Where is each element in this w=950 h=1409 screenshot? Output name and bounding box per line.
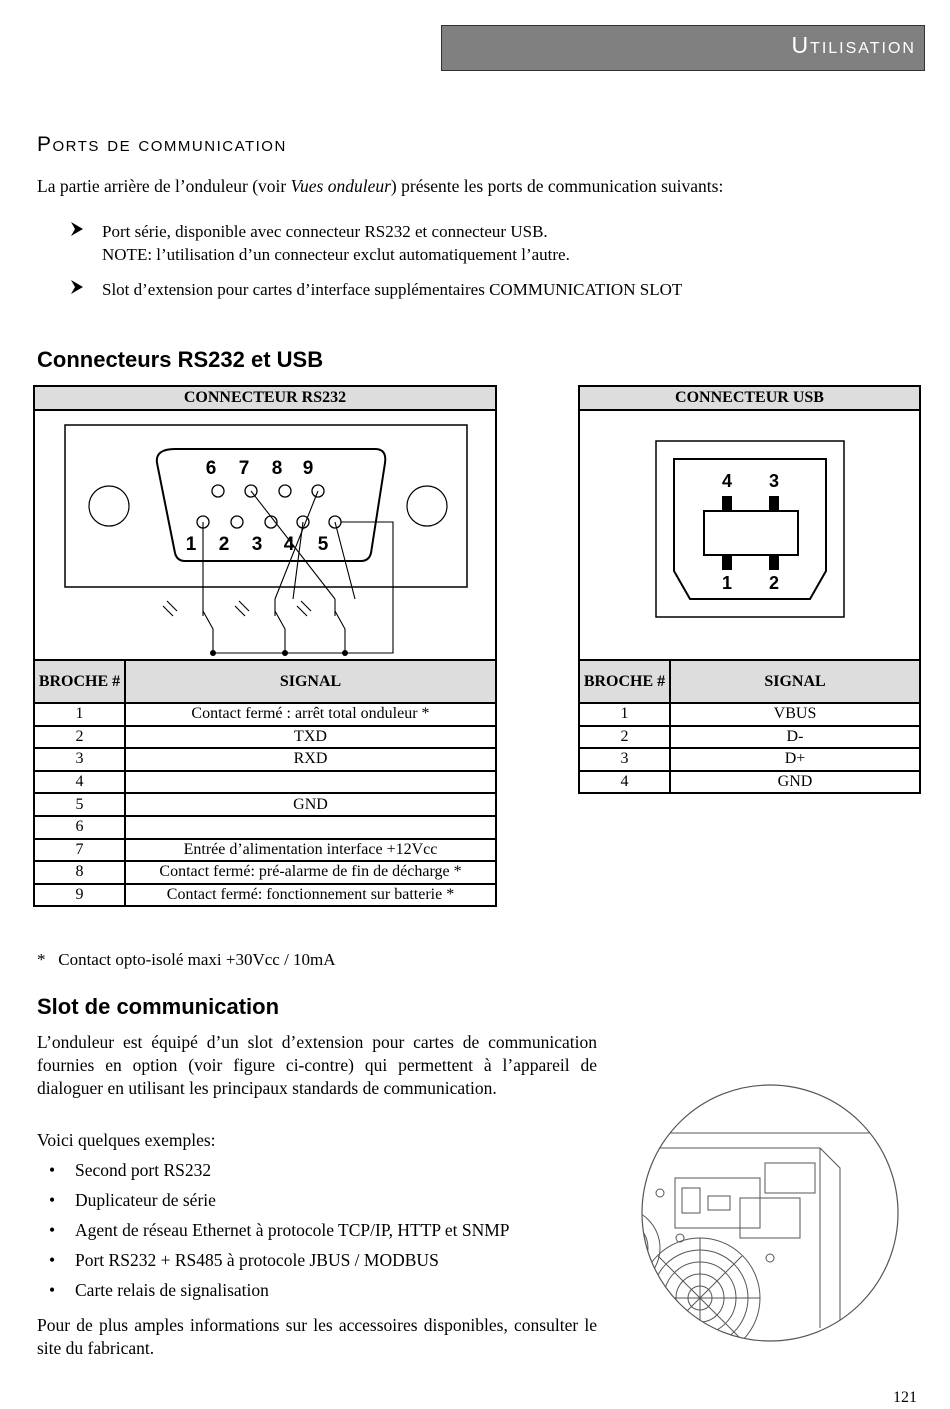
bullet-line: Port série, disponible avec connecteur RS232 et connecteur USB. (102, 222, 548, 241)
pin-cell: 6 (34, 816, 125, 839)
signal-cell: GND (670, 771, 920, 794)
table-row (579, 703, 920, 726)
pin-cell: 7 (34, 839, 125, 862)
arrowhead-bullet-icon (70, 279, 84, 300)
arrowhead-bullet-icon (70, 221, 84, 242)
ports-heading: Ports de communication (37, 133, 287, 156)
rs232-pin-label: 5 (317, 534, 329, 555)
section-header (441, 25, 925, 71)
pin-cell: 5 (34, 793, 125, 816)
intro-text-a: La partie arrière de l’onduleur (voir (37, 176, 291, 196)
table-row (34, 839, 496, 862)
rs232-pin-label: 6 (205, 458, 217, 479)
rs232-pin-label: 7 (238, 458, 250, 479)
rs232-pin-table (33, 659, 497, 907)
column-header: BROCHE # (34, 660, 125, 703)
rs232-pin-label: 9 (302, 458, 314, 479)
signal-cell: GND (125, 793, 496, 816)
pin-cell: 1 (579, 703, 670, 726)
usb-panel (578, 385, 921, 661)
usb-pin-label: 3 (768, 471, 780, 491)
bullet-note: NOTE: l’utilisation d’un connecteur exclut automatiquement l’autre. (102, 245, 570, 264)
signal-cell: D- (670, 726, 920, 749)
usb-title: CONNECTEUR USB (580, 387, 919, 411)
usb-pin-label: 1 (721, 573, 733, 593)
connectors-heading: Connecteurs RS232 et USB (37, 347, 324, 372)
column-header: BROCHE # (579, 660, 670, 703)
rs232-pin-label: 3 (251, 534, 263, 555)
table-row (34, 861, 496, 884)
table-row (579, 726, 920, 749)
usb-pin-label: 2 (768, 573, 780, 593)
signal-cell: Contact fermé: pré-alarme de fin de décharge * (125, 861, 496, 884)
slot-closing-paragraph: Pour de plus amples informations sur les accessoires disponibles, consulter le site du fabricant. (37, 1315, 597, 1358)
usb-pin-table (578, 659, 921, 794)
table-row (579, 771, 920, 794)
column-header: SIGNAL (125, 660, 496, 703)
footnote-text: Contact opto-isolé maxi +30Vcc / 10mA (58, 950, 336, 969)
slot-heading: Slot de communication (37, 994, 280, 1019)
footnote (37, 948, 336, 971)
table-row (34, 748, 496, 771)
pin-cell: 2 (579, 726, 670, 749)
list-item: • Port RS232 + RS485 à protocole JBUS / MODBUS (37, 1245, 510, 1275)
pin-cell: 4 (34, 771, 125, 794)
rs232-pin-label: 1 (185, 534, 197, 555)
ports-intro (37, 175, 723, 198)
intro-text-b: ) présente les ports de communication suivants: (390, 176, 724, 196)
pin-cell: 4 (579, 771, 670, 794)
table-row (34, 726, 496, 749)
table-row (34, 793, 496, 816)
list-item: • Duplicateur de série (37, 1185, 510, 1215)
section-title: Utilisation (791, 32, 916, 58)
rs232-title: CONNECTEUR RS232 (35, 387, 495, 411)
intro-ref: Vues onduleur (290, 176, 391, 196)
rs232-pin-label: 8 (271, 458, 283, 479)
page-number: 121 (893, 1389, 917, 1406)
signal-cell: RXD (125, 748, 496, 771)
footnote-mark: * (37, 950, 46, 969)
table-row (34, 816, 496, 839)
column-header: SIGNAL (670, 660, 920, 703)
signal-cell: VBUS (670, 703, 920, 726)
rs232-pin-label: 4 (283, 534, 295, 555)
usb-diagram (580, 411, 919, 661)
table-row (34, 884, 496, 907)
signal-cell: Entrée d’alimentation interface +12Vcc (125, 839, 496, 862)
signal-cell (125, 816, 496, 839)
rs232-diagram (35, 411, 495, 661)
ups-rear-illustration (620, 1078, 930, 1348)
bullet-line: Slot d’extension pour cartes d’interface supplémentaires COMMUNICATION SLOT (102, 280, 683, 299)
pin-cell: 9 (34, 884, 125, 907)
signal-cell: Contact fermé: fonctionnement sur batterie * (125, 884, 496, 907)
signal-cell: TXD (125, 726, 496, 749)
table-row (34, 703, 496, 726)
pin-cell: 3 (579, 748, 670, 771)
list-item: • Agent de réseau Ethernet à protocole TCP/IP, HTTP et SNMP (37, 1215, 510, 1245)
signal-cell: Contact fermé : arrêt total onduleur * (125, 703, 496, 726)
slot-examples-intro: Voici quelques exemples: (37, 1130, 216, 1150)
usb-pin-label: 4 (721, 471, 733, 491)
rs232-pin-label: 2 (218, 534, 230, 555)
table-row (579, 748, 920, 771)
pin-cell: 2 (34, 726, 125, 749)
pin-cell: 8 (34, 861, 125, 884)
slot-example-list (37, 1155, 510, 1305)
rs232-panel (33, 385, 497, 661)
signal-cell (125, 771, 496, 794)
pin-cell: 1 (34, 703, 125, 726)
signal-cell: D+ (670, 748, 920, 771)
slot-paragraph: L’onduleur est équipé d’un slot d’extension pour cartes de communication fournies en option (voir figure ci-contre) qui permettent à l’appareil de dialoguer en utilisant les principaux standards de communication. (37, 1032, 597, 1098)
list-item: • Second port RS232 (37, 1155, 510, 1185)
table-row (34, 771, 496, 794)
list-item: • Carte relais de signalisation (37, 1275, 510, 1305)
pin-cell: 3 (34, 748, 125, 771)
